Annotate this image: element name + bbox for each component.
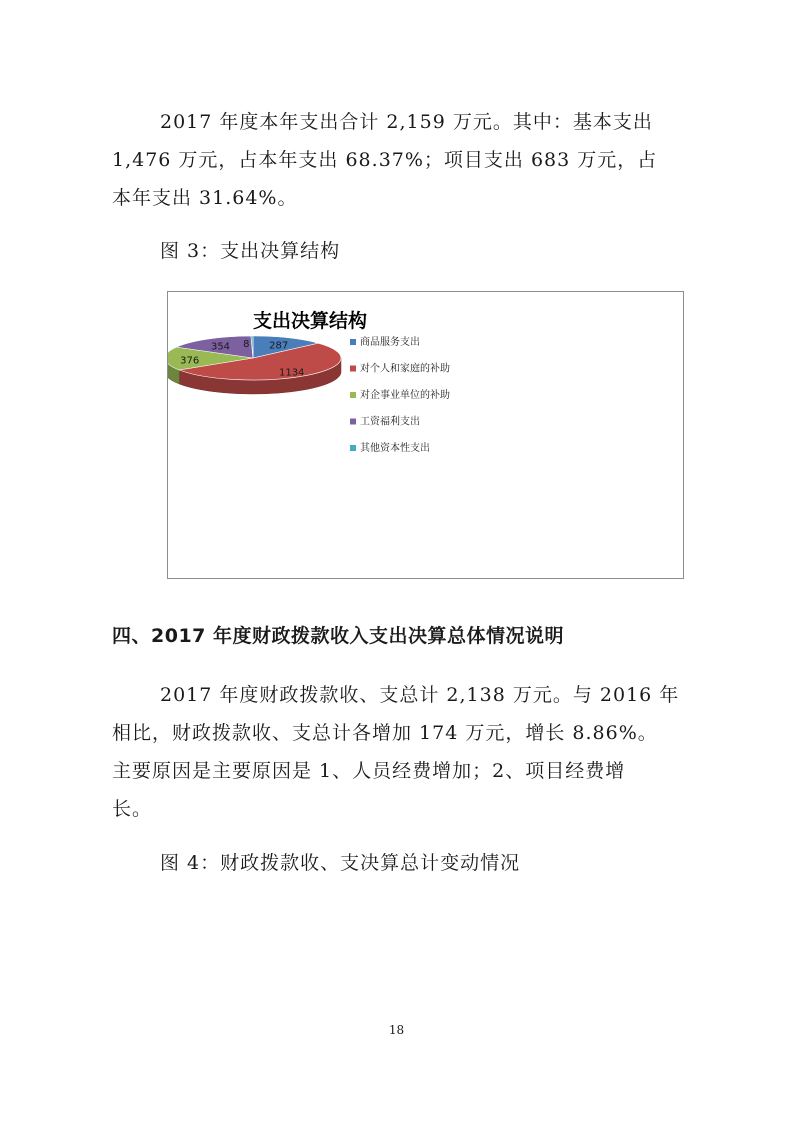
paragraph-line: 主要原因是主要原因是 1、人员经费增加；2、项目经费增	[112, 760, 626, 782]
paragraph-line: 2017 年度财政拨款收、支总计 2,138 万元。与 2016 年	[160, 684, 680, 706]
paragraph-line: 相比，财政拨款收、支总计各增加 174 万元，增长 8.86%。	[112, 722, 658, 744]
paragraph-line: 1,476 万元，占本年支出 68.37%；项目支出 683 万元，占	[112, 149, 658, 171]
expenditure-structure-chart	[167, 291, 684, 579]
pie-chart-canvas	[168, 292, 683, 578]
chart-title: 支出决算结构	[253, 310, 368, 332]
section-4-heading: 四、2017 年度财政拨款收入支出决算总体情况说明	[112, 625, 564, 647]
legend-swatch	[350, 445, 356, 451]
legend-entry: 对企事业单位的补助	[360, 390, 450, 401]
figure-3-caption: 图 3：支出决算结构	[160, 240, 341, 262]
legend-swatch	[350, 339, 356, 345]
paragraph-line: 本年支出 31.64%。	[112, 187, 298, 209]
appropriation-summary-paragraph	[112, 676, 692, 828]
paragraph-line: 长。	[112, 798, 153, 820]
legend-entry: 工资福利支出	[360, 416, 420, 428]
legend-entry: 对个人和家庭的补助	[360, 363, 450, 375]
expenditure-summary-paragraph	[112, 103, 692, 217]
pie-data-label: 287	[269, 340, 289, 352]
pie-data-label: 354	[210, 341, 231, 353]
chart-legend	[350, 335, 450, 454]
legend-swatch	[350, 366, 356, 372]
pie-data-label: 8	[243, 339, 250, 351]
legend-entry: 商品服务支出	[360, 337, 420, 348]
paragraph-line: 2017 年度本年支出合计 2,159 万元。其中：基本支出	[160, 111, 653, 133]
pie-data-label: 1134	[278, 367, 305, 379]
legend-entry: 其他资本性支出	[360, 443, 430, 454]
legend-swatch	[350, 419, 356, 425]
figure-4-caption: 图 4：财政拨款收、支决算总计变动情况	[160, 852, 521, 874]
legend-swatch	[350, 392, 356, 398]
pie-data-label: 376	[180, 355, 200, 367]
page-number: 18	[388, 1023, 405, 1037]
